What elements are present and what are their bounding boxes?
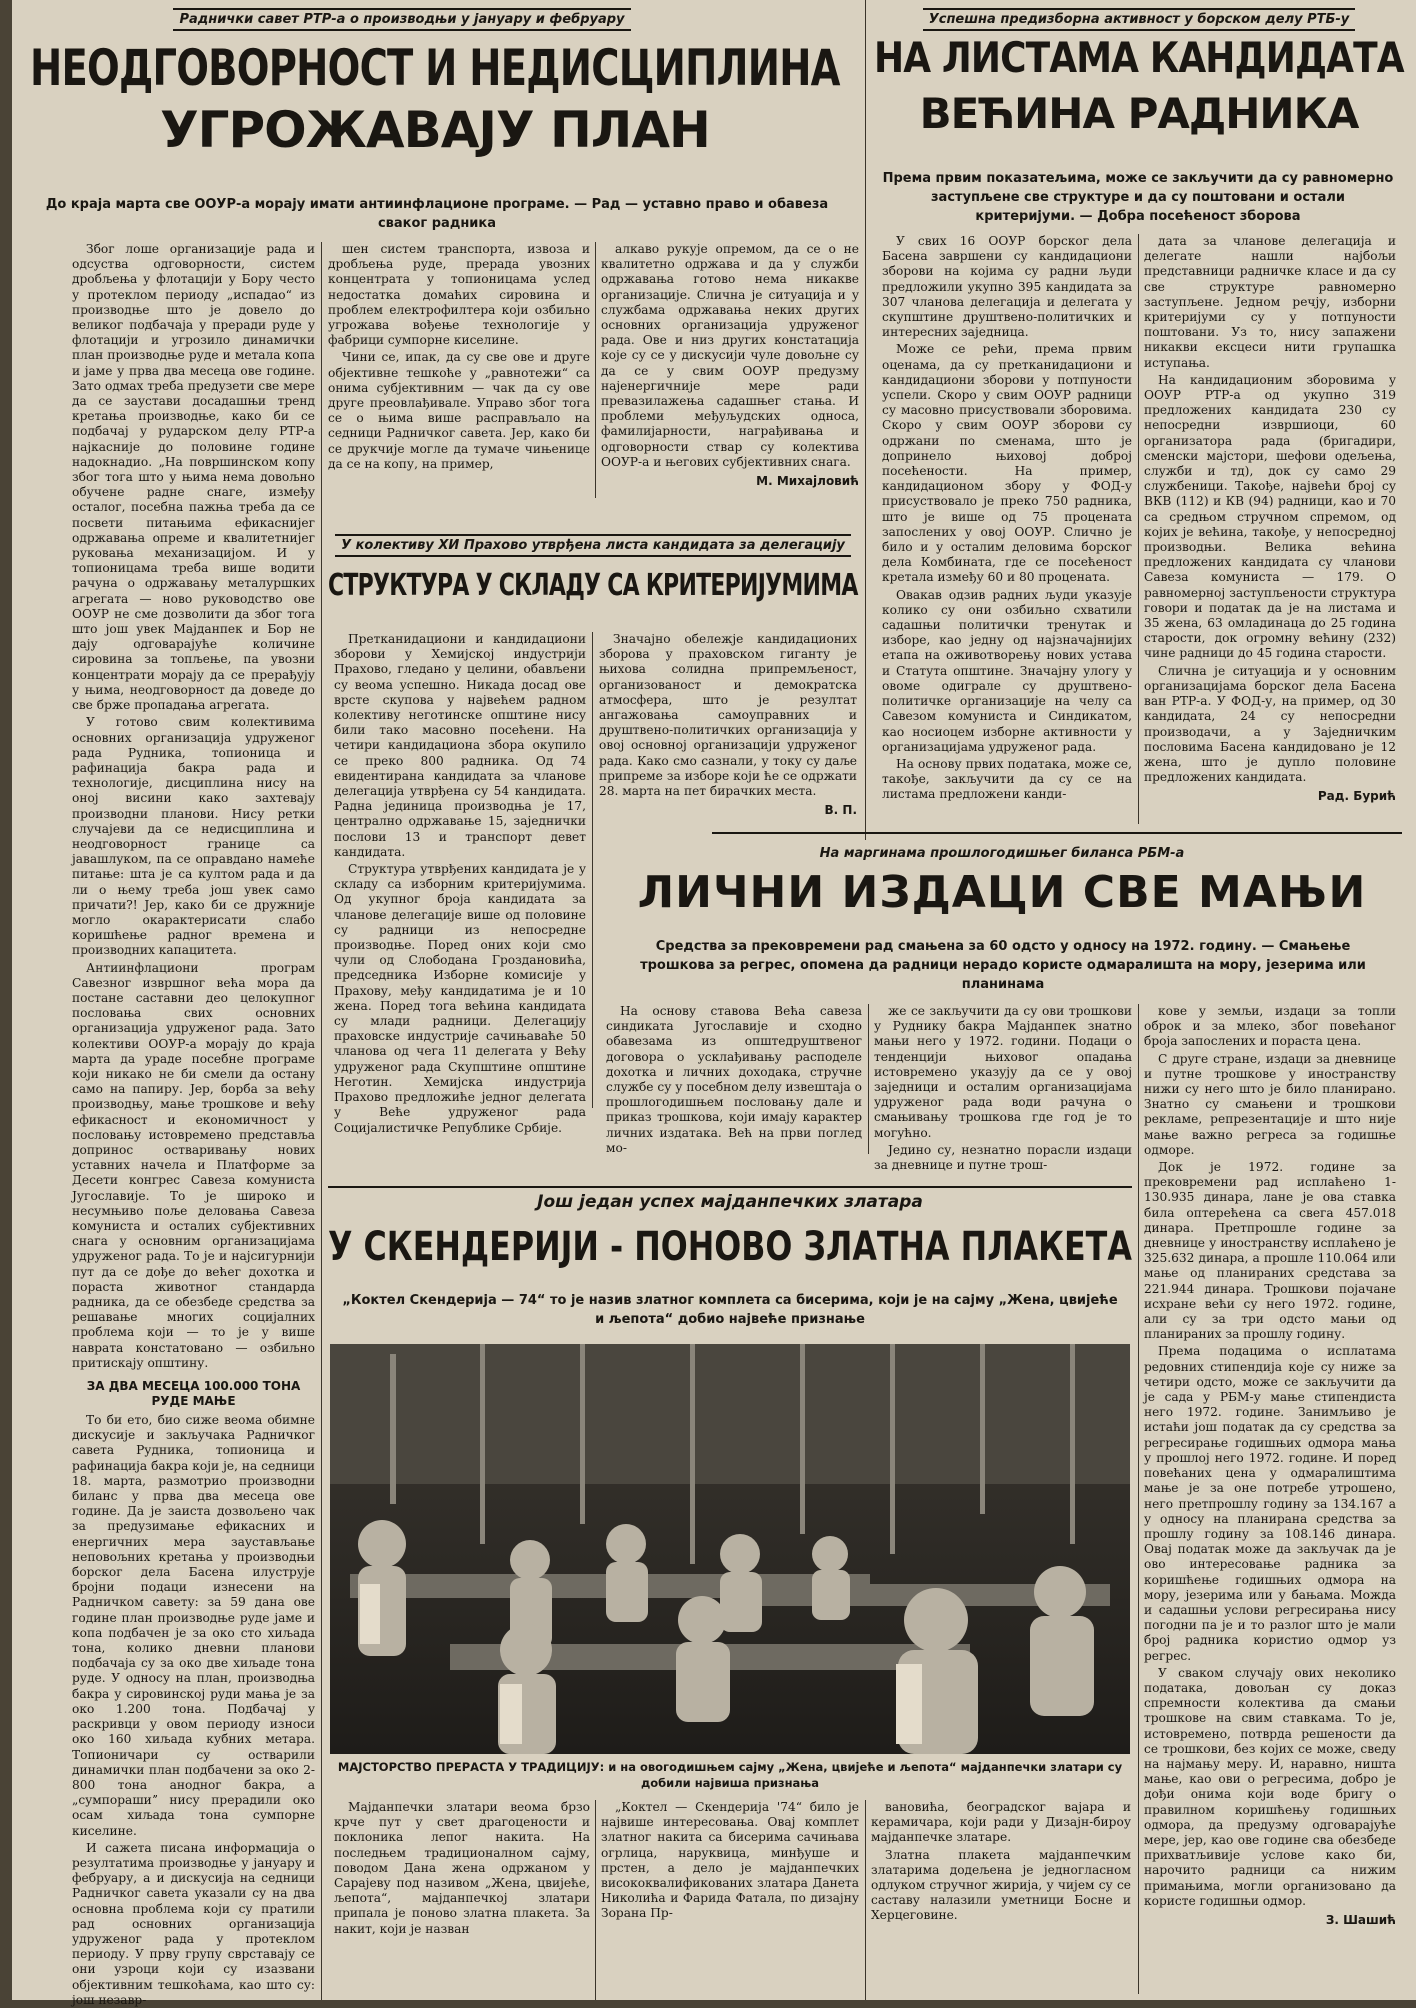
column-rule (868, 1004, 869, 1154)
left-col1-para-2: У готово свим колективима основних организација удруженог рада Рудника, топионица и рафинација бакра рада и технологије, дисциплина нису на оној висини како захтевају производни планови. Нису ретки случајеви да се недисциплина и неодговорност границе са јавашлуком, па се оправдано намеће питање: шта је са култом рада и да ли о њему треба још увек само причати?! Јер, како би се дружније могло окарактерисати слабо коришћење радног времена и производних капацитета. (72, 715, 315, 958)
right-col1-para-2: Може се рећи, према првим оценама, да су претканидациони и кандидациони зборови у потпуности успели. Скоро у свим ООУР радници су масовно присуствовали зборовима. Скоро у свим ООУР зборови су одржани по сменама, што је допринело њиховој доброј посећености. На пример, кандидационом збору у ФОД-у присуствовало је преко 750 радника, што је више од 75 процената запослених у овој ООУР. Слично је било и у осталим деловима борског дела Комбината, где се посећеност кретала између 60 и 80 процената. (882, 342, 1132, 585)
workshop-photo-image (330, 1344, 1130, 1754)
left-article-deck: До краја марта све ООУР-а морају имати антиинфлационе програме. — Рад — уставно право и обавеза сваког радника (45, 197, 829, 231)
left-col2-para-1: шен систем транспорта, извоза и дробљења руде, прерада увозних концентрата у топионицама услед недостатка домаћих сировина и проблем електрофилтера који озбиљно угрожава вођење технологије у фабрици сумпорне киселине. (328, 242, 590, 348)
right-kicker-wrap (874, 8, 1404, 31)
rbm-article-column-3 (1144, 1004, 1396, 1994)
rbm-article-title: ЛИЧНИ ИЗДАЦИ СВЕ МАЊИ (637, 867, 1367, 918)
rbm-article-kicker: На маргинама прошлогодишњег биланса РБМ-а (819, 846, 1185, 861)
left-col1b-para-2: И сажета писана информација о резултатима производње у јануару и фебруару, а и дискусија на седници Радничког савета указали су на два основна проблема који су пратили рад основних организација удруженог рада у протеклом периоду. У прву групу сврставају се они узроци који су изазвани објективним тешкоћама, као што су: још незавр- (72, 1840, 315, 2007)
plaque-article-column-3 (871, 1800, 1131, 2000)
right-article-title-line2: ВЕЋИНА РАДНИКА (919, 89, 1359, 138)
left-col3-para-1: алкаво рукује опремом, да се о не квалитетно одржава и да у служби одржавања готово нема никакве организације. Слична је ситуација и у службама одржавања неких других основних организација удруженог рада. Ове и низ других констатација које су се у дискусији чуле довољне су да се у свим ООУР предузму најенергичније мере ради превазилажења садашњег стања. И проблеми међуљудских односа, фамилијарности, награђивања и одговорности ствар су колектива ООУР-а и његових субјективних снага. (601, 242, 859, 469)
right-col1-para-1: У свих 16 ООУР борског дела Басена завршени су кандидациони зборови на којима су радни људи предложили укупно 395 кандидата за 307 чланова делегација и делегата у скупштине друштвено-политичких и интересних заједница. (882, 234, 1132, 340)
rbm-article-column-1 (606, 1004, 862, 1154)
right-col2-para-1: дата за чланове делегација и делегате нашли најбољи представници радничке класе и да су све структуре равномерно заступљене. Једном речју, изборни критеријуми су у потпуности поштовани. Уз то, нису запажени никакви ексцеси нити групашка иступања. (1144, 234, 1396, 370)
column-rule (595, 1800, 596, 2000)
section-rule (328, 1186, 1132, 1188)
plaque-article-kicker: Још један успех мајданпечких златара (537, 1192, 923, 1212)
plaque-col3-para-2: Златна плакета мајданпечким златарима додељена је једногласном одлуком стручног жирија, у чијем су се саставу налазили уметници Босне и Херцеговине. (871, 1847, 1131, 1923)
plaque-article-column-2 (601, 1800, 859, 2000)
left-col2-para-2: Чини се, ипак, да су све ове и друге објективне тешкоће у „равнотежи“ са онима субјективним — чак да су ове друге преовлађивале. Управо због тога се о њима више расправљало на седници Радничког савета. Јер, како би се друкчије могле да тумаче чињенице да се на копу, на пример, (328, 350, 590, 471)
column-rule (1138, 234, 1139, 824)
rbm-article-deck: Средства за прековремени рад смањена за 60 одсто у односу на 1972. годину. — Смањење трошкова за регрес, опомена да радници нерадо користе одмаралишта на мору, језерима или планинама (640, 939, 1366, 992)
right-col1-para-4: На основу првих података, може се, такође, закључити да су се на листама предложени канди- (882, 756, 1132, 802)
right-col2-para-3: Слична је ситуација и у основним организацијама борског дела Басена ван РТР-а. У ФОД-у, на пример, од 30 кандидата, 24 су непосредни производачи, а у Заједничким пословима Басена кандидовано је 12 жена, што је дупло половине предложених кандидата. (1144, 663, 1396, 785)
left-col1-para-1: Због лоше организације рада и одсуства одговорности, систем дробљења у флотацији у Бору често у протеклом периоду „испадао“ из производње што је довело до великог подбачаја у преради руде у флотацији и угрозило динамички план производње руде и метала копа и јаме у прва два месеца ове године. Зато одмах треба предузети све мере да се заустави досадашњи тренд кретања производње, како би се подбачај у рударском делу РТР-а најкасније до половине године надокнадио. „На површинском копу због тога што у њима нема довољно обучене радне снаге, између осталог, посебна пажња треба да се посвети питањима ефикаснијег одржавања опреме и квалитетнијег руковања механизацијом. И у топионицама треба више водити рачуна о одржавању металуршких агрегата — ново руководство ове ООУР не сме дозволити да због тога што још увек Мајданпек и Бор не дају одговарајуће количине сировина за топљење, па увозни концентрати морају да се прерађују у њима, неодговорност да доведе до све брже пропадања агрегата. (72, 242, 315, 713)
right-article-title-line1: НА ЛИСТАМА КАНДИДАТА (874, 33, 1404, 82)
left-article-signature: М. Михајловић (756, 474, 859, 489)
column-rule (1138, 1004, 1139, 1994)
photo-caption: МАЈСТОРСТВО ПРЕРАСТА У ТРАДИЦИЈУ: и на овогодишњем сајму „Жена, цвијеће и љепота“ мајданпечки златари су добили највиша признања (337, 1760, 1123, 1790)
rbm-col2-para-2: Једино су, незнатно порасли издаци за дневнице и путне трош- (874, 1142, 1132, 1173)
middle-colB-para-1: Значајно обележје кандидационих зборова у праховском гиганту је њихова солидна припремљеност, организованост и демократска атмосфера, што је резултат ангажовања самоуправних и друштвено-политичких организација у овој основној организацији удруженог рада. Како смо сазнали, у току су даље припреме за изборе који ће се одржати 28. марта на пет бирачких места. (599, 632, 857, 799)
middle-article-signature: В. П. (824, 803, 857, 818)
left-kicker-wrap (132, 8, 672, 31)
plaque-article-title: У СКЕНДЕРИЈИ - ПОНОВО ЗЛАТНА ПЛАКЕТА (328, 1224, 1132, 1270)
rbm-col3-para-2: С друге стране, издаци за дневнице и путне трошкове у иностранству нижи су него што је било планирано. Знатно су смањени и трошкови рекламе, репрезентације и што није мање важно регреса за годишње одморе. (1144, 1051, 1396, 1157)
left-article-column-1 (72, 242, 315, 2007)
left-article-title-line2: УГРОЖАВАЈУ ПЛАН (160, 101, 710, 159)
middle-kicker-wrap (328, 534, 858, 557)
column-rule (321, 242, 322, 2000)
rbm-col1-para-1: На основу ставова Већа савеза синдиката Југославије и сходно обавезама из општедруштвеног договора о усклађивању расподеле дохотка и личних доходака, стручне службе су у посебном делу извештаја о прошлогодишњем пословању дале и приказ трошкова, који имају карактер личних издатака. Већ на први поглед мо- (606, 1004, 862, 1155)
section-rule (712, 832, 1402, 834)
plaque-article-column-1 (334, 1800, 590, 2000)
middle-article-kicker: У колективу ХИ Прахово утврђена листа кандидата за делегацију (335, 534, 851, 557)
left-article-subhead: ЗА ДВА МЕСЕЦА 100.000 ТОНА РУДЕ МАЊЕ (86, 1379, 301, 1409)
left-article-kicker: Раднички савет РТР-а о производњи у јануару и фебруару (173, 8, 630, 31)
rbm-col2-para-1: же се закључити да су ови трошкови у Руднику бакра Мајданпек знатно мањи него у 1972. години. Подаци о тенденцији њиховог опадања истовремено указују да се у овој заједници и осталим организацијама удруженог рада води рачуна о смањивању трошкова где год је то могућно. (874, 1004, 1132, 1140)
column-rule (592, 632, 593, 1108)
right-article-kicker: Успешна предизборна активност у борском делу РТБ-у (923, 8, 1356, 31)
rbm-article-signature: З. Шашић (1325, 1912, 1396, 1927)
goldsmiths-workshop-photo (330, 1344, 1130, 1754)
plaque-col2-para-1: „Коктел — Скендерија '74“ било је највише интересовања. Овај комплет златног накита са бисерима сачињава огрлица, наруквица, минђуше и прстен, а дело је мајданпечких висококвалификованих златара Данета Николића и Фарида Фатала, по дизајну Зорана Пр- (601, 1800, 859, 1921)
middle-article-column-1 (334, 632, 586, 1135)
rbm-col3-para-5: У сваком случају ових неколико података, довољан су доказ спремности колектива да смањи трошкове на свим ставкама. То је, истовремено, потврда решености да се трошкови, без којих се може, сведу на најмању меру. И, наравно, ништа мање, као ови о регресима, добро је дођи онима који воде бригу о правилном коришћењу годишњих одмора, да предузму одговарајуће мере, јер, као ове године сва обезбеде прихватљивије услове како би, нарочито радници са нижим примањима, могли организовано да користе годишњи одмор. (1144, 1665, 1396, 1908)
middle-article-column-2 (599, 632, 857, 854)
left-article-title-line1: НЕОДГОВОРНОСТ И НЕДИСЦИПЛИНА (30, 39, 840, 97)
right-article-column-2 (1144, 234, 1396, 824)
middle-article-title: СТРУКТУРА У СКЛАДУ СА КРИТЕРИЈУМИМА (328, 568, 858, 603)
middle-colA-para-1: Претканидациони и кандидациони зборови у Хемијској индустрији Прахово, гледано у целини, обављени су веома успешно. Никада досад ове врсте скупова у највећем радном колективу неготинске општине нису били тако масовно посећени. На четири кандидациона збора окупило се преко 800 радника. Од 74 евидентирана кандидата за чланове делегација утврђена су 54 кандидата. Радна јединица производња је 17, централно одржавање 15, заједнички послови 13 и транспорт девет кандидата. (334, 632, 586, 859)
column-rule (865, 0, 866, 840)
rbm-article-column-2 (874, 1004, 1132, 1173)
right-article-signature: Рад. Бурић (1317, 789, 1396, 804)
left-article-column-3 (601, 242, 859, 508)
left-col1-para-3: Антиинфлациони програм Савезног извршног већа мора да постане саставни део целокупног пословања свих основних организација удруженог рада. Зато колективи ООУР-а морају до краја марта да ураде посебне програме који никако не би смели да остану само на папиру. Јер, борба за већу производњу, мање трошкове и већу ефикасност и економичност у пословању истовремено представља допринос остваривању нових уставних начела и Платформе за Десети конгрес Савеза комуниста Југославије. То је широко и несумњиво поље деловања Савеза комуниста и осталих субјективних снага у основним организацијама удруженог рада. То је и најсигурнији пут да се дође до већег дохотка и пораста животног стандарда радника, да се обезбеде средства за решавање многих социјалних проблема који — то је у више наврата констатовано — озбиљно притискају општину. (72, 960, 315, 1370)
rbm-col3-para-4: Према подацима о исплатама редовних стипендија које су ниже за четири одсто, може се закључити да је сада у РБМ-у мање стипендиста него 1972. године. Занимљиво је истаћи још податак да су средства за регресирање годишњих одмора мања у прошлој него 1972. године. И поред повећаних цена у одмаралиштима мање је за оне потребе утрошено, него претпрошлу годину за 134.167 а у односу на планирана средства за прошлу годину за 108.146 динара. Овај податак може да закључак да је ово интересовање радника за коришћење годишњих одмора на мору, језерима или у бањама. Можда и садашњи услови регресирања нису погодни па је и то разлог што је мали број радника користио одмор уз регрес. (1144, 1344, 1396, 1663)
right-col1-para-3: Овакав одзив радних људи указује колико су они озбиљно схватили садашњи политички тренутак и изборе, као једну од најзначајнијих етапа на оживотворењу нових устава и Статута општине. Значајну улогу у овоме одиграле су друштвено-политичке организације на челу са Савезом комуниста и Синдикатом, као носиоцем изборне активности у организацијама удруженог рада. (882, 587, 1132, 754)
left-article-column-2 (328, 242, 590, 498)
rbm-kicker-wrap (612, 842, 1392, 861)
column-rule (595, 242, 596, 498)
middle-colA-para-2: Структура утврђених кандидата је у складу са изборним критеријумима. Од укупног броја кандидата за чланове делегације више од половине су радници из непосредне производње. Поред оних који смо чули од Слободана Гроздановића, председника Изборне комисије у Прахову, међу кандидатима је и 10 жена. Поред тога већина кандидата су млади радници. Делегацију праховске индустрије сачињаваће 50 чланова од чега 11 делегата у Већу удруженог рада Скупштине општине Неготин. Хемијска индустрија Прахово предложиће једног делегата у Веће удруженог рада Социјалистичке Републике Србије. (334, 862, 586, 1135)
column-rule (865, 1800, 866, 2000)
right-article-deck: Према првим показатељима, може се закључити да су равномерно заступљене све структуре и да су поштовани и остали критеријуми. — Добра посећеност зборова (882, 171, 1394, 224)
plaque-kicker-wrap (328, 1192, 1132, 1212)
rbm-col3-para-1: кове у земљи, издаци за топли оброк и за млеко, због повећаног броја запослених и пораста цена. (1144, 1004, 1396, 1049)
right-article-column-1 (882, 234, 1132, 816)
newspaper-page (12, 0, 1416, 2007)
right-col2-para-2: На кандидационим зборовима у ООУР РТР-а од укупно 319 предложених кандидата 230 су непосредни извршиоци, 60 организатора рада (бригадири, сменски мајстори, шефови одељења, служби и тд), док су само 29 службеници. Такође, највећи број су ВКВ (112) и КВ (94) радници, као и 70 са средњом стручном спремом, од којих је већина, такође, у непосредној производњи. Велика већина предложених кандидата су чланови Савеза комуниста — 179. О равномерној заступљености структура говори и податак да је на листама и 35 жена, 63 омладинаца до 25 година старости, док огромну већину (232) чине радници до 45 година старости. (1144, 372, 1396, 661)
plaque-col1-para-1: Мајданпечки златари веома брзо крче пут у свет драгоцености и поклоника лепог накита. На последњем традиционалном сајму, поводом Дана жена одржаном у Сарајеву под називом „Жена, цвијеће, љепота“, мајданпечкој златари припала је поново златна плакета. За накит, који је назван (334, 1800, 590, 1936)
plaque-col3-para-1: вановића, београдског вајара и керамичара, који ради у Дизајн-бироу мајданпечке златаре. (871, 1800, 1131, 1845)
plaque-article-deck: „Коктел Скендерија — 74“ то је назив златног комплета са бисерима, који је на сајму „Жена, цвијеће и љепота“ добио највеће признање (342, 1293, 1118, 1327)
rbm-col3-para-3: Док је 1972. године за прековремени рад исплаћено 1-130.935 динара, лане је ова ставка била оптерећена са свега 457.018 динара. Претпрошле године за дневнице у иностранству исплаћено је 325.632 динара, а прошле 110.064 или мање од планираних средстава за 221.944 динара. Трошкови појачане исхране већи су него 1972. године, али су за три одсто мањи од планираних за прошлу годину. (1144, 1160, 1396, 1342)
left-col1b-para-1: То би ето, био сиже веома обимне дискусије и закључака Радничког савета Рудника, топионица и рафинација бакра који је, на седници 18. марта, размотрио производни биланс у прва два месеца ове године. Да је заиста дозвољено чак за предузимање ефикасних и енергичних мера заустављање неповољних кретања у производњи борског дела Басена илуструје бројни подаци изнесени на Радничком савету: за 59 дана ове године план производње руде јаме и копа подбачен је за око сто хиљада тона, колико дневни планови подбачаја су за око две хиљаде тона руде. У односу на план, производња бакра у сировинској руди мања је за око 1.200 тона. Подбачај у раскривци у овом периоду износи око 160 хиљада кубних метара. Топионичари су остварили динамички план подбачени за око 2-800 тона анодног бакра, а „сумпорашиˮ нису прерадили око осам хиљада тона сумпорне киселине. (72, 1413, 315, 1838)
